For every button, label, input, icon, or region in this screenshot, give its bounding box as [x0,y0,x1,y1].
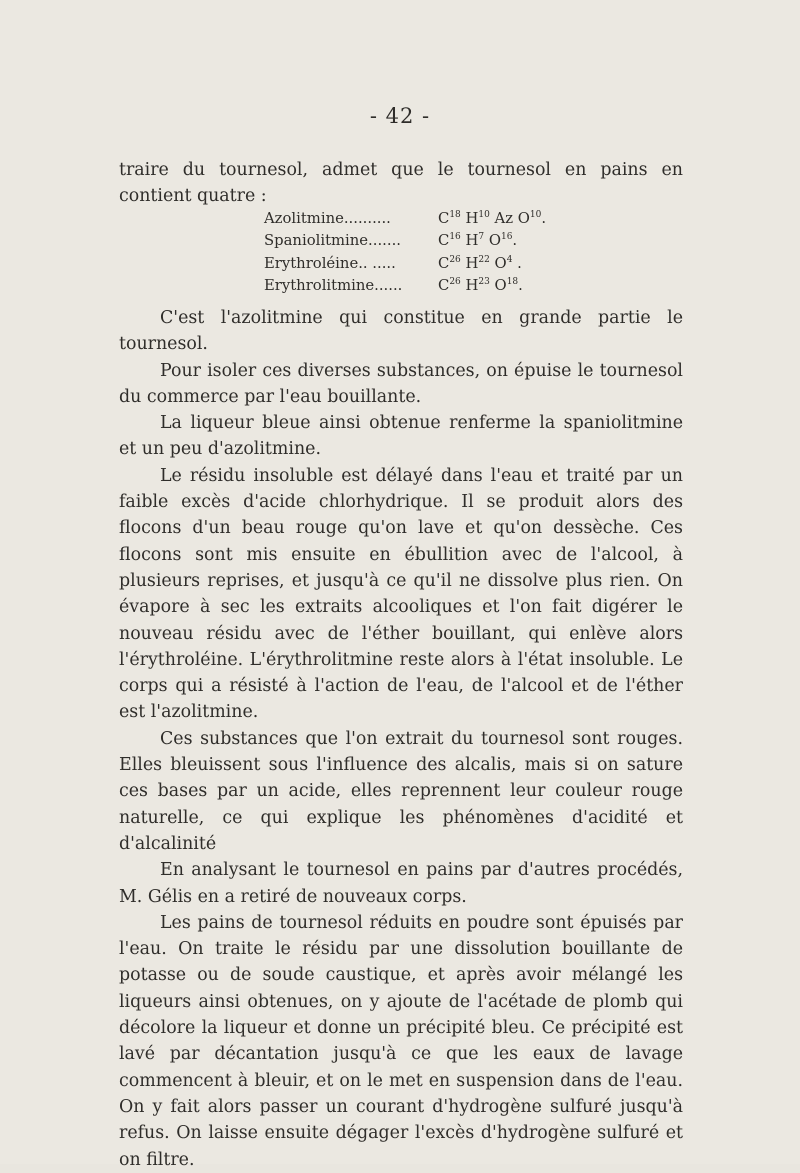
body-text [119,305,683,1173]
formula-row [264,208,546,230]
paragraph: C'est l'azolitmine qui constitue en grande partie le tournesol. [119,308,683,355]
intro-paragraph [119,157,683,210]
page-number: - 42 - [369,104,431,128]
compound-name: Erythrolitmine...... [264,277,403,295]
formula-row [264,253,546,275]
formula-row [264,230,546,252]
compound-name: Spaniolitmine....... [264,232,401,250]
chemical-formula: $C^{26}$ $H^{23}$ $O^{18}$. [438,277,523,295]
intro-text: traire du tournesol, admet que le tournesol en pains en contient quatre : [119,160,683,207]
paragraph: La liqueur bleue ainsi obtenue renferme la spaniolitmine et un peu d'azolitmine. [119,413,683,460]
paragraph: Pour isoler ces diverses substances, on épuise le tournesol du commerce par l'eau bouillante. [119,360,683,407]
paragraph: Le résidu insoluble est délayé dans l'eau et traité par un faible excès d'acide chlorhydrique. Il se produit alors des flocons d'un beau rouge qu'on lave et qu'on dessèche. Ces flocons sont mis ensuite en ébullition avec de l'alcool, à plusieurs reprises, et jusqu'à ce qu'il ne dissolve plus rien. On évapore à sec les extraits alcooliques et l'on fait digérer le nouveau résidu avec de l'éther bouillant, qui enlève alors l'érythroléine. L'érythrolitmine reste alors à l'état insoluble. Le corps qui a résisté à l'action de l'eau, de l'alcool et de l'éther est l'azolitmine. [119,465,683,723]
chemical-formula: $C^{16}$ $H^7$ $O^{16}$. [438,232,518,250]
paragraph: Les pains de tournesol réduits en poudre sont épuisés par l'eau. On traite le résidu par une dissolution bouillante de potasse ou de soude caustique, et après avoir mélangé les liqueurs ainsi obtenues, on y ajoute de l'acétade de plomb qui décolore la liqueur et donne un précipité bleu. Ce précipité est lavé par décantation jusqu'à ce que les eaux de lavage commencent à bleuir, et on le met en suspension dans de l'eau. On y fait alors passer un courant d'hydrogène sulfuré jusqu'à refus. On laisse ensuite dégager l'excès d'hydrogène sulfuré et on filtre. [119,912,683,1170]
paragraph: Ces substances que l'on extrait du tournesol sont rouges. Elles bleuissent sous l'influence des alcalis, mais si on sature ces bases par un acide, elles reprennent leur couleur rouge naturelle, ce qui explique les phénomènes d'acidité et d'alcalinité [119,728,683,854]
formula-row [264,275,546,297]
compound-name: Azolitmine.......... [264,210,391,227]
formula-table [264,208,546,298]
chemical-formula: $C^{26}$ $H^{22}$ $O^4$ . [438,254,522,272]
compound-name: Erythroléine.. ..... [264,254,396,272]
chemical-formula: $C^{18}$ $H^{10}$ Az $O^{10}$. [438,210,547,227]
paragraph: En analysant le tournesol en pains par d'autres procédés, M. Gélis en a retiré de nouveaux corps. [119,860,683,907]
